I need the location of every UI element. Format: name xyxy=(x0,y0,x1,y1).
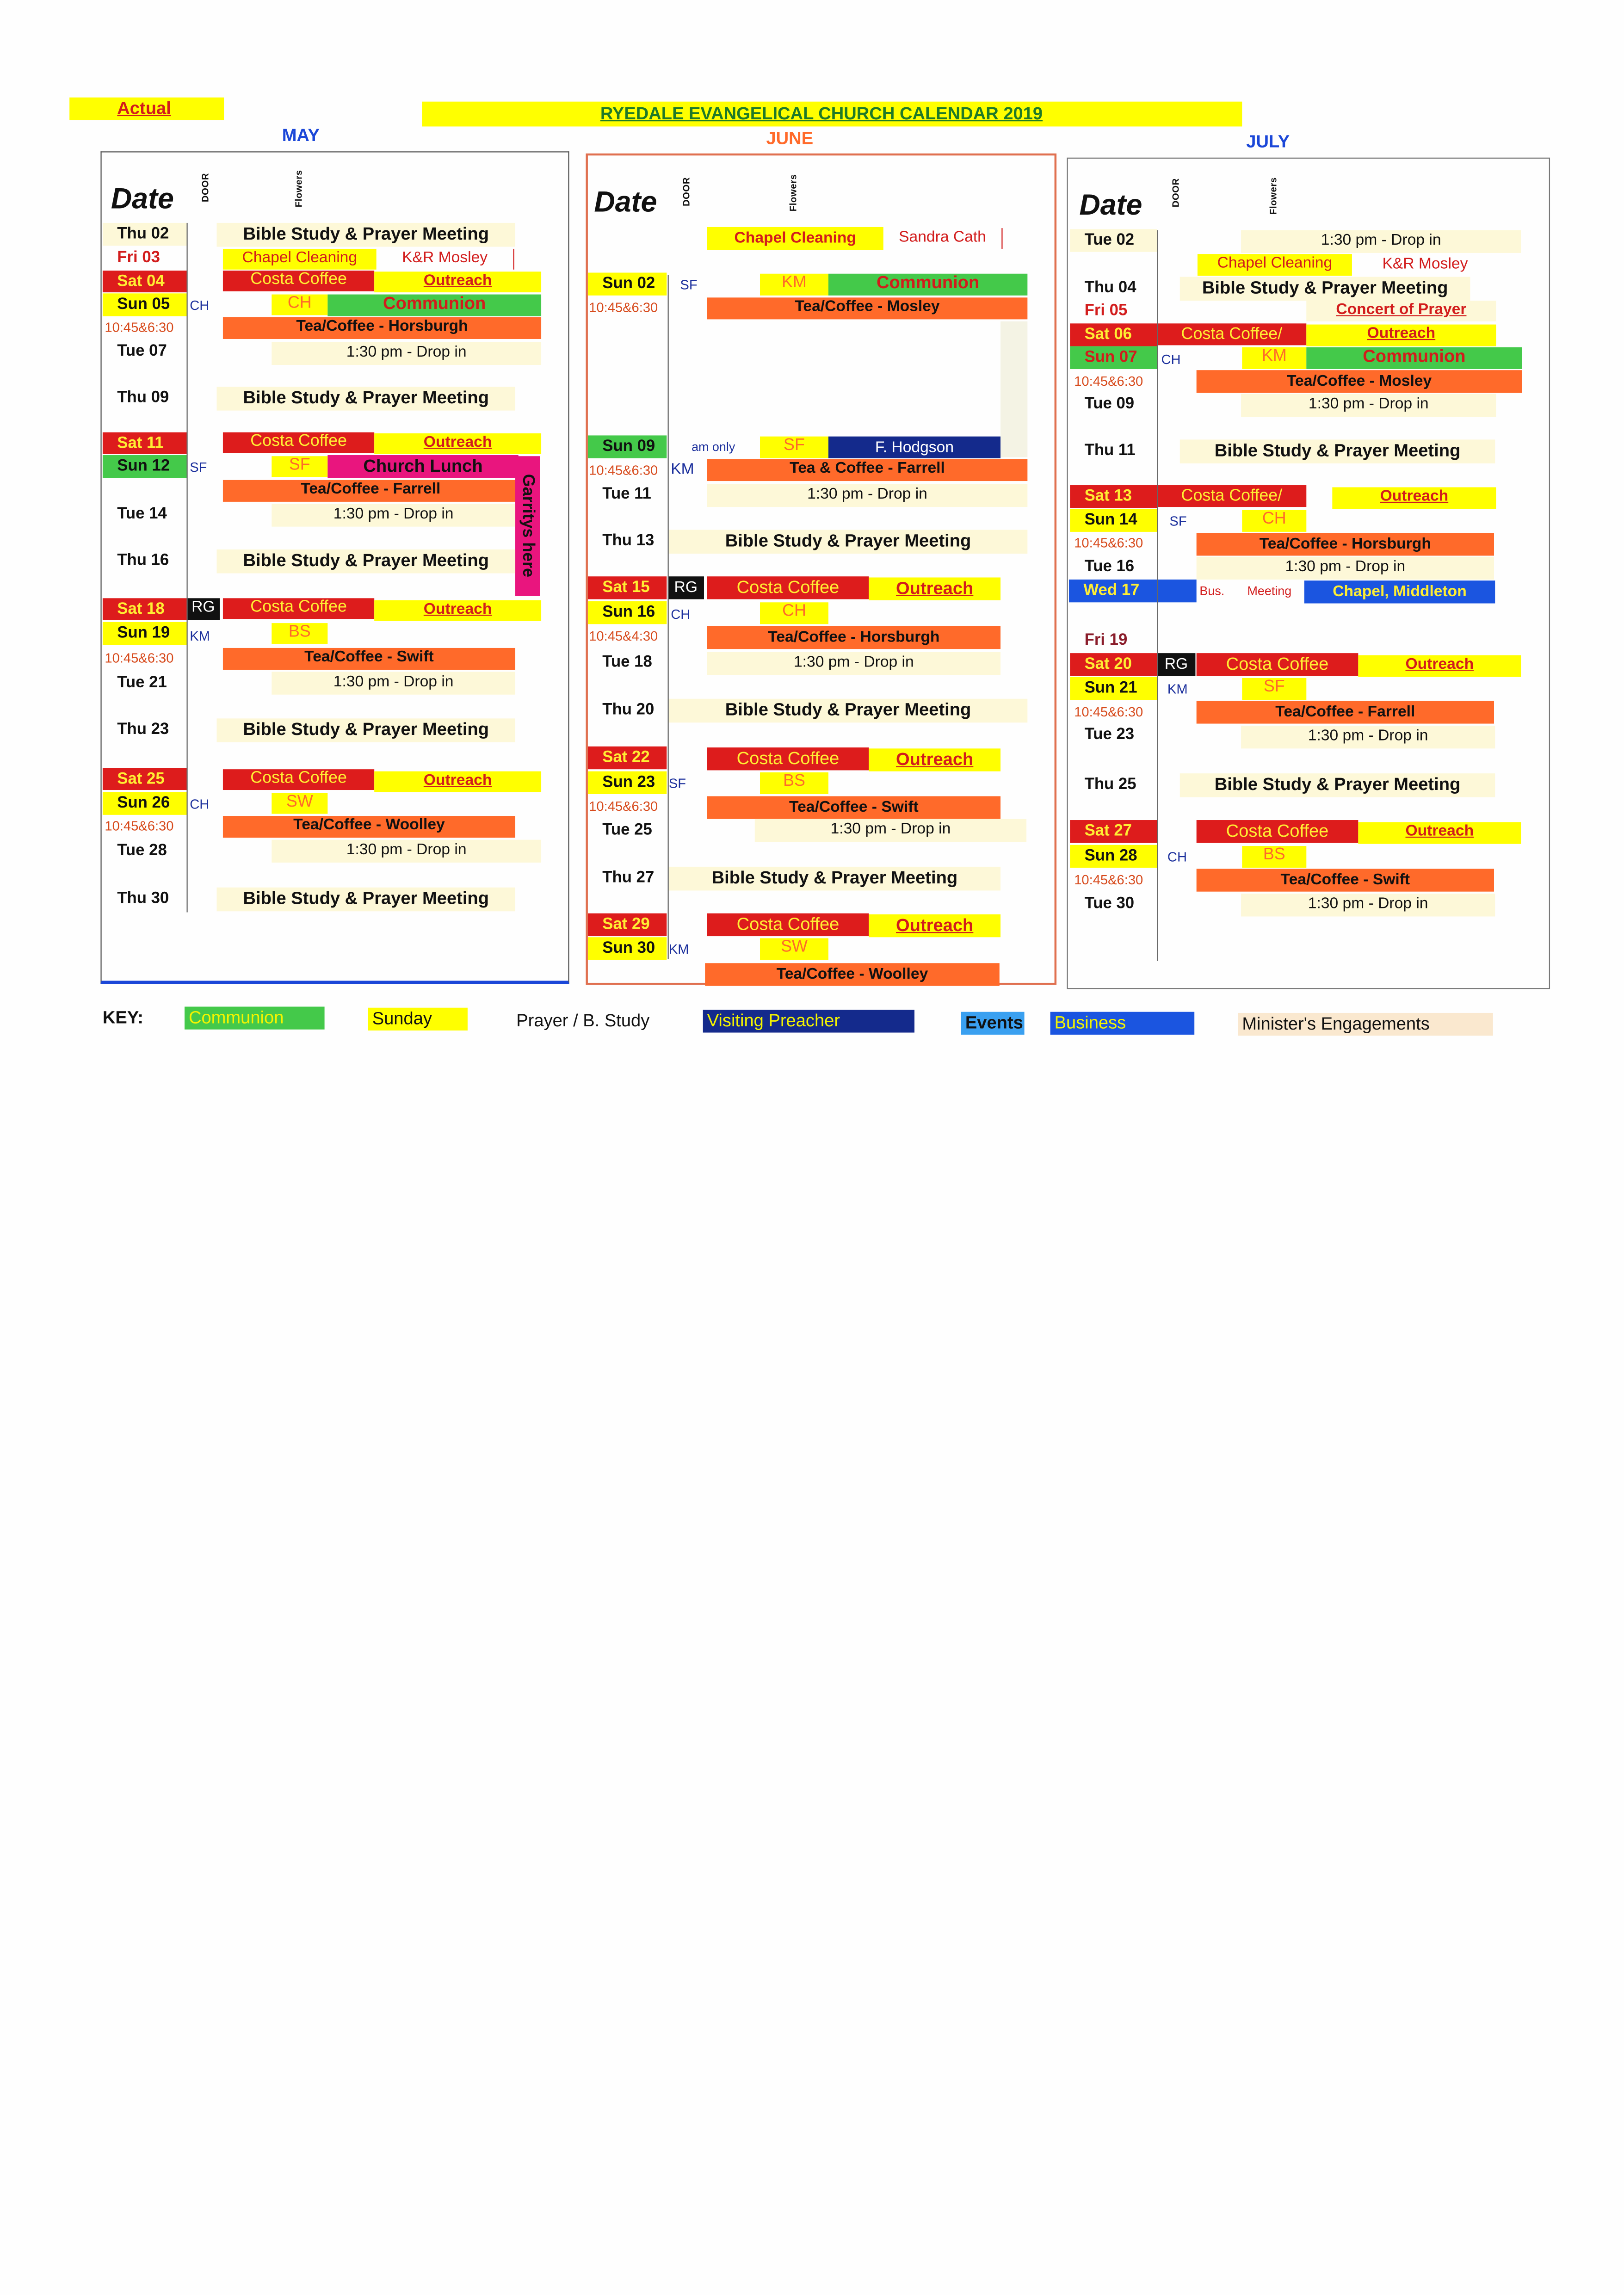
drop-in: 1:30 pm - Drop in xyxy=(272,840,541,863)
business-event: Chapel, Middleton xyxy=(1304,580,1495,603)
may-door-header: DOOR xyxy=(200,173,211,203)
drop-in: 1:30 pm - Drop in xyxy=(707,652,1000,675)
date-cell: Wed 17 xyxy=(1069,580,1197,602)
date-cell: Thu 13 xyxy=(602,531,655,549)
date-cell: Sun 12 xyxy=(103,455,187,478)
date-cell: Sun 16 xyxy=(588,601,667,624)
cleaning-names: Sandra Cath xyxy=(883,228,1003,249)
cleaning-names: K&R Mosley xyxy=(377,249,514,270)
costa-coffee: Costa Coffee xyxy=(707,913,869,936)
tea-rota: Tea/Coffee - Swift xyxy=(707,796,1000,819)
tea-rota: Tea/Coffee - Mosley xyxy=(1197,370,1522,393)
date-cell: Sat 04 xyxy=(103,271,187,292)
drop-in: 1:30 pm - Drop in xyxy=(755,819,1026,842)
concert-of-prayer: Concert of Prayer xyxy=(1306,301,1496,321)
date-cell: Sat 29 xyxy=(588,913,667,936)
service-times: 10:45&6:30 xyxy=(589,299,658,315)
tea-rota: Tea/Coffee - Horsburgh xyxy=(1197,533,1494,555)
drop-in: 1:30 pm - Drop in xyxy=(1197,557,1494,580)
divider xyxy=(186,223,187,913)
prayer-meeting: Bible Study & Prayer Meeting xyxy=(216,387,515,411)
door-rota: am only xyxy=(692,439,735,454)
costa-coffee: Costa Coffee xyxy=(223,598,374,619)
date-cell: Tue 28 xyxy=(117,842,167,860)
may-date-header: Date xyxy=(111,182,174,215)
june-date-header: Date xyxy=(594,185,657,218)
chapel-cleaning: Chapel Cleaning xyxy=(707,227,883,250)
date-cell: Sun 07 xyxy=(1070,346,1157,369)
july-door-header: DOOR xyxy=(1170,178,1181,208)
outreach: Outreach xyxy=(1358,655,1521,677)
drop-in: 1:30 pm - Drop in xyxy=(272,342,541,365)
may-flowers-header: Flowers xyxy=(293,170,304,208)
outreach: Outreach xyxy=(869,578,1000,600)
date-cell: Sat 13 xyxy=(1070,485,1157,508)
key-visiting-preacher: Visiting Preacher xyxy=(703,1010,914,1032)
drop-in: 1:30 pm - Drop in xyxy=(1241,230,1521,253)
tea-rota: Tea/Coffee - Woolley xyxy=(705,963,1000,986)
flowers-rota: BS xyxy=(1242,846,1306,868)
service-times: 10:45&6:30 xyxy=(105,319,174,335)
date-cell: Fri 19 xyxy=(1084,631,1128,649)
date-cell: Sat 22 xyxy=(588,746,667,769)
drop-in: 1:30 pm - Drop in xyxy=(1241,726,1495,748)
flowers-rota: CH xyxy=(272,295,327,315)
prayer-meeting: Bible Study & Prayer Meeting xyxy=(216,718,515,742)
key-events: Events xyxy=(961,1012,1025,1035)
service-times: 10:45&6:30 xyxy=(589,462,658,478)
date-cell: Sun 30 xyxy=(588,937,667,960)
date-cell: Tue 21 xyxy=(117,673,167,692)
july-flowers-header: Flowers xyxy=(1268,177,1278,215)
tea-rota: Tea/Coffee - Horsburgh xyxy=(223,317,541,339)
prayer-meeting: Bible Study & Prayer Meeting xyxy=(1180,439,1495,463)
door-rota: CH xyxy=(190,297,210,313)
chapel-cleaning: Chapel Cleaning xyxy=(223,249,377,270)
cleaning-names: K&R Mosley xyxy=(1382,255,1468,273)
divider xyxy=(1157,230,1158,961)
june-door-header: DOOR xyxy=(681,177,692,207)
date-cell: Thu 30 xyxy=(117,889,169,907)
flowers-rota: SF xyxy=(272,456,327,477)
prayer-meeting: Bible Study & Prayer Meeting xyxy=(1180,277,1470,301)
flowers-rota: BS xyxy=(760,772,828,794)
service-times: 10:45&6:30 xyxy=(1074,373,1143,389)
date-cell: Sun 02 xyxy=(588,273,667,296)
business-meeting: Meeting xyxy=(1247,583,1292,598)
date-cell: Thu 11 xyxy=(1084,441,1136,459)
drop-in: 1:30 pm - Drop in xyxy=(272,504,515,526)
tea-rota: Tea/Coffee - Swift xyxy=(1197,869,1494,891)
drop-in: 1:30 pm - Drop in xyxy=(707,484,1028,507)
service-times: 10:45&6:30 xyxy=(105,650,174,666)
key-sunday: Sunday xyxy=(368,1008,468,1030)
outreach: Outreach xyxy=(869,914,1000,937)
date-cell: Sat 20 xyxy=(1070,653,1157,676)
door-rota: CH xyxy=(671,606,691,622)
business-label: Bus. xyxy=(1199,583,1225,598)
door-rota: RG xyxy=(668,576,704,599)
service-times: 10:45&6:30 xyxy=(1074,703,1143,720)
prayer-meeting: Bible Study & Prayer Meeting xyxy=(216,223,515,247)
date-cell: Thu 04 xyxy=(1084,278,1136,297)
date-cell: Tue 14 xyxy=(117,505,167,523)
key-minister: Minister's Engagements xyxy=(1238,1013,1493,1036)
tea-rota: Tea/Coffee - Farrell xyxy=(1197,701,1494,723)
date-cell: Sun 23 xyxy=(588,771,667,794)
date-cell: Fri 05 xyxy=(1084,302,1128,320)
date-cell: Thu 23 xyxy=(117,720,169,738)
date-cell: Thu 20 xyxy=(602,701,655,719)
door-rota: CH xyxy=(1161,351,1181,367)
outreach: Outreach xyxy=(1358,822,1521,844)
communion: Communion xyxy=(828,274,1027,296)
costa-coffee: Costa Coffee/ xyxy=(1157,485,1307,507)
actual-label: Actual xyxy=(117,98,171,118)
service-times: 10:45&6:30 xyxy=(1074,872,1143,888)
key-prayer: Prayer / B. Study xyxy=(516,1011,650,1031)
tea-rota: Tea & Coffee - Farrell xyxy=(707,459,1028,481)
date-cell: Sun 14 xyxy=(1070,509,1157,532)
service-times: 10:45&6:30 xyxy=(105,818,174,834)
prayer-meeting: Bible Study & Prayer Meeting xyxy=(216,549,515,574)
date-cell: Sun 26 xyxy=(103,792,187,815)
garritys-note: Garritys here xyxy=(519,474,537,578)
date-cell: Tue 02 xyxy=(1070,229,1157,252)
costa-coffee: Costa Coffee xyxy=(1197,820,1358,843)
door-rota: CH xyxy=(190,796,210,812)
tea-rota: Tea/Coffee - Mosley xyxy=(707,297,1028,319)
visiting-preacher: F. Hodgson xyxy=(828,437,1000,458)
month-june: JUNE xyxy=(766,128,814,148)
date-cell: Sat 15 xyxy=(588,576,667,599)
costa-coffee: Costa Coffee xyxy=(1197,653,1358,676)
outreach: Outreach xyxy=(1306,325,1496,346)
outreach: Outreach xyxy=(374,271,541,292)
date-cell: Tue 30 xyxy=(1084,895,1135,913)
costa-coffee: Costa Coffee xyxy=(707,576,869,599)
date-cell: Sun 09 xyxy=(588,435,667,458)
drop-in: 1:30 pm - Drop in xyxy=(1241,394,1496,417)
flowers-rota: CH xyxy=(1242,510,1306,532)
service-times: 10:45&6:30 xyxy=(1074,535,1143,551)
date-cell: Sat 27 xyxy=(1070,820,1157,843)
drop-in: 1:30 pm - Drop in xyxy=(272,672,515,694)
month-may: MAY xyxy=(282,125,320,145)
tea-rota: Tea/Coffee - Woolley xyxy=(223,816,515,838)
key-label: KEY: xyxy=(102,1007,144,1028)
chapel-cleaning: Chapel Cleaning xyxy=(1198,254,1352,276)
date-cell: Thu 25 xyxy=(1084,775,1136,793)
door-rota: KM xyxy=(190,628,210,644)
flowers-rota: SF xyxy=(1242,678,1306,700)
door-rota: KM xyxy=(1167,681,1188,697)
key-communion: Communion xyxy=(185,1006,325,1029)
prayer-meeting: Bible Study & Prayer Meeting xyxy=(669,867,1000,891)
costa-coffee: Costa Coffee xyxy=(223,271,374,291)
shaded-block xyxy=(1000,321,1027,457)
tea-rota: Tea/Coffee - Swift xyxy=(223,648,515,670)
date-cell: Sun 05 xyxy=(103,293,187,316)
flowers-rota: KM xyxy=(1242,347,1306,369)
flowers-rota: KM xyxy=(760,274,828,296)
door-rota: KM xyxy=(668,941,689,957)
date-cell: Tue 16 xyxy=(1084,557,1135,576)
flowers-rota: CH xyxy=(760,602,828,624)
date-cell: Tue 09 xyxy=(1084,395,1135,413)
outreach: Outreach xyxy=(374,600,541,621)
prayer-meeting: Bible Study & Prayer Meeting xyxy=(216,888,515,912)
july-date-header: Date xyxy=(1079,188,1142,221)
date-cell: Thu 09 xyxy=(117,389,169,407)
date-cell: Tue 07 xyxy=(117,342,167,360)
costa-coffee: Costa Coffee/ xyxy=(1157,323,1307,345)
door-rota: KM xyxy=(671,460,694,478)
date-cell: Tue 25 xyxy=(602,821,652,839)
drop-in: 1:30 pm - Drop in xyxy=(1241,894,1495,916)
costa-coffee: Costa Coffee xyxy=(223,769,374,790)
door-rota: RG xyxy=(186,598,220,620)
communion: Communion xyxy=(327,295,541,316)
date-cell: Fri 03 xyxy=(117,248,160,267)
month-july: JULY xyxy=(1246,131,1290,152)
outreach: Outreach xyxy=(374,433,541,454)
flowers-rota: BS xyxy=(272,623,327,644)
prayer-meeting: Bible Study & Prayer Meeting xyxy=(1180,773,1495,797)
outreach: Outreach xyxy=(1332,487,1496,509)
date-cell: Sun 21 xyxy=(1070,677,1157,700)
date-cell: Sat 11 xyxy=(103,432,187,454)
flowers-rota: SW xyxy=(760,938,828,960)
date-cell: Sat 18 xyxy=(103,598,187,620)
date-cell: Tue 23 xyxy=(1084,726,1135,744)
costa-coffee: Costa Coffee xyxy=(707,747,869,770)
date-cell: Thu 16 xyxy=(117,551,169,569)
door-rota: SF xyxy=(1169,513,1187,529)
service-times: 10:45&4:30 xyxy=(589,628,658,644)
communion: Communion xyxy=(1306,347,1522,369)
date-cell: Sat 06 xyxy=(1070,323,1157,346)
page-title: RYEDALE EVANGELICAL CHURCH CALENDAR 2019 xyxy=(600,104,1043,123)
date-cell: Thu 27 xyxy=(602,869,655,887)
door-rota: SF xyxy=(668,775,686,791)
divider xyxy=(668,275,669,959)
costa-coffee: Costa Coffee xyxy=(223,432,374,453)
flowers-rota: SF xyxy=(760,437,828,458)
church-lunch: Church Lunch xyxy=(327,455,518,478)
june-flowers-header: Flowers xyxy=(788,174,798,212)
service-times: 10:45&6:30 xyxy=(589,798,658,814)
prayer-meeting: Bible Study & Prayer Meeting xyxy=(669,699,1028,723)
tea-rota: Tea/Coffee - Horsburgh xyxy=(707,626,1000,649)
date-cell: Sun 28 xyxy=(1070,845,1157,868)
key-business: Business xyxy=(1050,1012,1195,1035)
outreach: Outreach xyxy=(374,771,541,792)
door-rota: SF xyxy=(190,459,207,475)
door-rota: RG xyxy=(1157,653,1196,676)
outreach: Outreach xyxy=(869,748,1000,771)
date-cell: Sat 25 xyxy=(103,768,187,790)
date-cell: Thu 02 xyxy=(103,223,187,246)
flowers-rota: SW xyxy=(272,793,327,814)
date-cell: Tue 11 xyxy=(602,485,651,503)
date-cell: Tue 18 xyxy=(602,653,652,671)
door-rota: CH xyxy=(1167,849,1187,865)
prayer-meeting: Bible Study & Prayer Meeting xyxy=(669,530,1028,554)
date-cell: Sun 19 xyxy=(103,622,187,645)
door-rota: SF xyxy=(680,277,698,293)
tea-rota: Tea/Coffee - Farrell xyxy=(223,480,519,502)
